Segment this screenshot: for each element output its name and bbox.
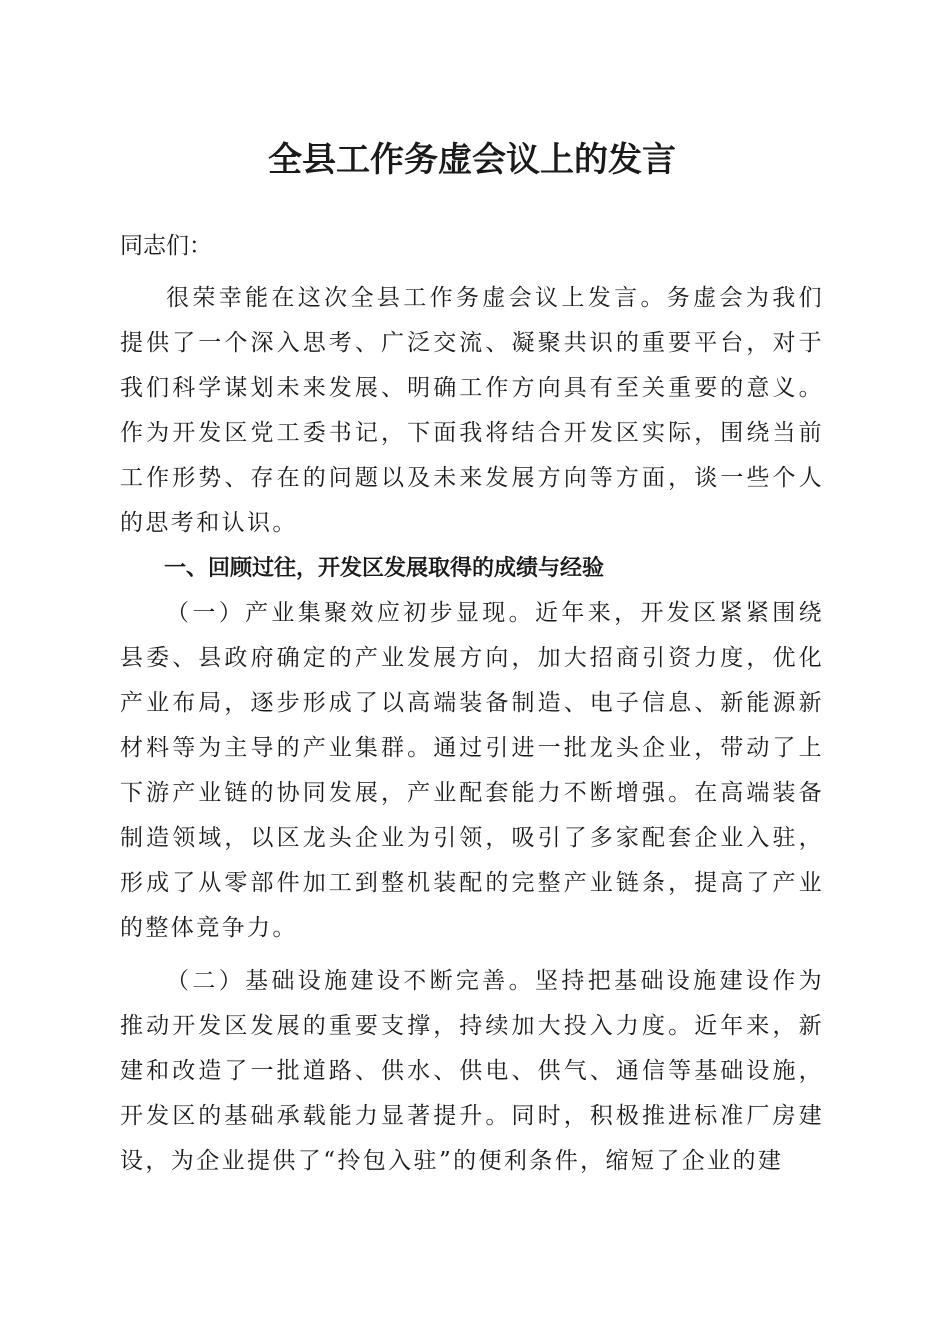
document-page <box>120 130 824 1184</box>
subsection-heading-1: （一）产业集聚效应初步显现。 <box>166 600 536 626</box>
document-title: 全县工作务虚会议上的发言 <box>268 140 676 180</box>
subsection-body-1: 近年来，开发区紧紧围绕县委、县政府确定的产业发展方向，加大招商引资力度，优化产业布局，逐步形成了以高端装备制造、电子信息、新能源新材料等为主导的产业集群。通过引进一批龙头企业，带动了上下游产业链的协同发展，产业配套能力不断增强。在高端装备制造领域，以区龙头企业为引领，吸引了多家配套企业入驻，形成了从零部件加工到整机装配的完整产业链条，提高了产业的整体竞争力。 <box>120 600 824 941</box>
subsection-paragraph-1 <box>120 591 824 951</box>
subsection-heading-2: （二）基础设施建设不断完善。 <box>166 968 536 994</box>
salutation: 同志们： <box>120 233 212 259</box>
section-heading-1: 一、回顾过往，开发区发展取得的成绩与经验 <box>164 556 605 581</box>
intro-paragraph: 很荣幸能在这次全县工作务虚会议上发言。务虚会为我们提供了一个深入思考、广泛交流、凝聚共识的重要平台，对于我们科学谋划未来发展、明确工作方向具有至关重要的意义。作为开发区党工委书记，下面我将结合开发区实际，围绕当前工作形势、存在的问题以及未来发展方向等方面，谈一些个人的思考和认识。 <box>120 285 824 536</box>
subsection-body-2: 坚持把基础设施建设作为推动开发区发展的重要支撑，持续加大投入力度。近年来，新建和改造了一批道路、供水、供电、供气、通信等基础设施，开发区的基础承载能力显著提升。同时，积极推进标准厂房建设，为企业提供了“拎包入驻”的便利条件，缩短了企业的建 <box>120 968 824 1174</box>
subsection-paragraph-2 <box>120 959 824 1184</box>
